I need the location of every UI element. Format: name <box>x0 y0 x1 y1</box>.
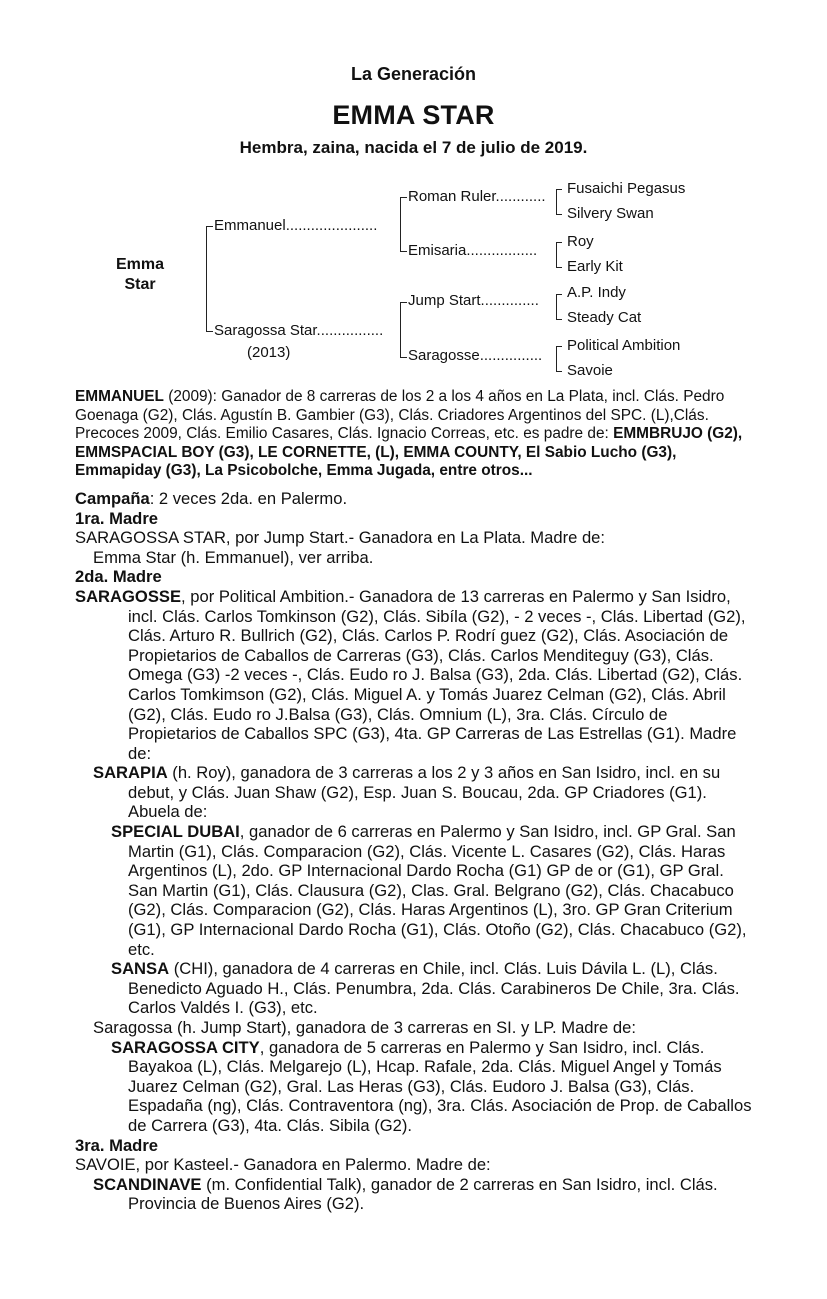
campaign-label: Campaña <box>75 488 150 508</box>
pedigree-chart <box>0 170 827 385</box>
sire-record-text: (2009): Ganador de 8 carreras de los 2 a los 4 años en La Plata, incl. Clás. Pedro Goenaga (G2), Clás. Agustín B. Gambier (G3), Clás. Criadores Argentinos del SPC. (L),Clás. Precoces 2009, Clás. Emilio Casares, Clás. Ignacio Correas, etc. es padre de: <box>75 388 725 443</box>
special-dubai-name: SPECIAL DUBAI <box>111 822 240 842</box>
saragossa-record: Saragossa (h. Jump Start), ganadora de 3 carreras en SI. y LP. Madre de: <box>93 1018 636 1037</box>
third-dam-line: SAVOIE, por Kasteel.- Ganadora en Palermo. Madre de: <box>75 1155 491 1175</box>
horse-name: EMMA STAR <box>332 100 495 130</box>
first-dam-heading: 1ra. Madre <box>75 508 159 528</box>
campaign-text: : 2 veces 2da. en Palermo. <box>149 488 348 508</box>
pedigree-sire-sire: Roman Ruler............ <box>408 188 546 205</box>
first-dam-produce: Emma Star (h. Emmanuel), ver arriba. <box>93 547 374 567</box>
saragossa-city-record: SARAGOSSA CITY, ganadora de 5 carreras en Palermo y San Isidro, incl. Clás. Bayakoa (L), Clás. Melgarejo (L), Hcap. Rafale, 2da. Clás. Miguel Angel y Tomás Juarez Celman (G2), Gral. Las Heras (G3), Clás. Eudoro J. Balsa (G3), Clás. Espadaña (ng), Clás. Contraventora (ng), 3ra. Clás. Asociación de Prop. de Caballos de Carrera (G3), 4ta. Clás. Sibila (G2). <box>111 1037 752 1135</box>
sire-offspring: EMMBRUJO (G2), EMMSPACIAL BOY (G3), LE CORNETTE, (L), EMMA COUNTY, El Sabio Lucho (G3), Emmapiday (G3), La Psicobolche, Emma Jugada, entre otros... <box>75 425 743 480</box>
second-dam-heading: 2da. Madre <box>75 567 162 587</box>
third-dam-heading: 3ra. Madre <box>75 1135 159 1155</box>
second-dam-name: SARAGOSSE <box>75 586 182 606</box>
sarapia-name: SARAPIA <box>93 763 168 783</box>
catalog-text <box>75 388 755 1214</box>
sarapia-record: SARAPIA (h. Roy), ganadora de 3 carreras a los 2 y 3 años en San Isidro, incl. en su debut, y Clás. Juan Shaw (G2), Esp. Juan S. Boucau, 2da. GP Criadores (G1). Abuela de: <box>93 763 721 822</box>
pedigree-sire-dam: Emisaria................. <box>408 242 538 259</box>
pedigree-g3-8: Savoie <box>567 362 613 379</box>
pedigree-subject: Emma Star <box>115 256 165 293</box>
pedigree-g3-3: Roy <box>567 233 594 250</box>
first-dam-line: SARAGOSSA STAR, por Jump Start.- Ganadora en La Plata. Madre de: <box>75 528 606 548</box>
saragossa-city-name: SARAGOSSA CITY <box>111 1037 260 1057</box>
pedigree-g3-6: Steady Cat <box>567 309 642 326</box>
pedigree-dam-dam: Saragosse............... <box>408 347 543 364</box>
second-dam-record: SARAGOSSE, por Political Ambition.- Ganadora de 13 carreras en Palermo y San Isidro, incl. Clás. Carlos Tomkinson (G2), Clás. Sibíla (G2), - 2 veces -, Clás. Libertad (G2), Clás. Arturo R. Bullrich (G2), Clás. Carlos P. Rodrí guez (G2), Clás. Asociación de Propietarios de Caballos de Carreras (G3), Clás. Carlos Menditeguy (G3), Clás. Omega (G3) -2 veces -, Clás. Eudo ro J. Balsa (G3), 2da. Clás. Libertad (G2), Clás. Carlos Tomkimson (G2), Clás. Miguel A. y Tomás Juarez Celman (G2), Clás. Abril (G2), Clás. Eudo ro J.Balsa (G3), Clás. Omnium (L), 3ra. Clás. Círculo de Propietarios de Caballos SPC (G3), 4ta. GP Carreras de Las Estrellas (G1). Madre de: <box>75 586 746 763</box>
section-title: La Generación <box>350 64 477 84</box>
pedigree-sire: Emmanuel...................... <box>214 217 378 234</box>
sansa-name: SANSA <box>111 959 170 979</box>
pedigree-dam: Saragossa Star................ <box>214 322 384 339</box>
pedigree-g3-7: Political Ambition <box>567 337 681 354</box>
sire-name: EMMANUEL <box>75 388 164 405</box>
pedigree-g3-4: Early Kit <box>567 258 623 275</box>
sire-record <box>75 388 755 481</box>
campaign <box>75 489 755 509</box>
special-dubai-record: SPECIAL DUBAI, ganador de 6 carreras en Palermo y San Isidro, incl. GP Gral. San Martin (G1), Clás. Comparacion (G2), Clás. Vicente L. Casares (G2), Clás. Haras Argentinos (L), 2do. GP Internacional Dardo Rocha (G1) GP de or (G1), GP Gral. San Martin (G1), Clás. Clausura (G2), Clas. Gral. Belgrano (G2), Clás. Chacabuco (G2), Clás. Comparacion (G2), Clás. Haras Argentinos (L), 3ro. GP Gran Criterium (G1), GP Internacional Dardo Rocha (G1), Clás. Otoño (G2), Clás. Chacabuco (G2), etc. <box>111 822 747 959</box>
sansa-record: SANSA (CHI), ganadora de 4 carreras en Chile, incl. Clás. Luis Dávila L. (L), Clás. Benedicto Aguado H., Clás. Penumbra, 2da. Clás. Carabineros De Chile, 3ra. Clás. Carlos Valdés I. (G3), etc. <box>111 959 740 1018</box>
scandinave-name: SCANDINAVE <box>93 1174 202 1194</box>
scandinave-record: SCANDINAVE (m. Confidential Talk), ganador de 2 carreras en San Isidro, incl. Clás. Provincia de Buenos Aires (G2). <box>93 1174 718 1214</box>
horse-description: Hembra, zaina, nacida el 7 de julio de 2019. <box>239 138 588 157</box>
pedigree-g3-1: Fusaichi Pegasus <box>567 180 686 197</box>
pedigree-g3-5: A.P. Indy <box>567 284 626 301</box>
pedigree-dam-year: (2013) <box>247 344 291 361</box>
pedigree-dam-sire: Jump Start.............. <box>408 292 539 309</box>
pedigree-g3-2: Silvery Swan <box>567 205 654 222</box>
